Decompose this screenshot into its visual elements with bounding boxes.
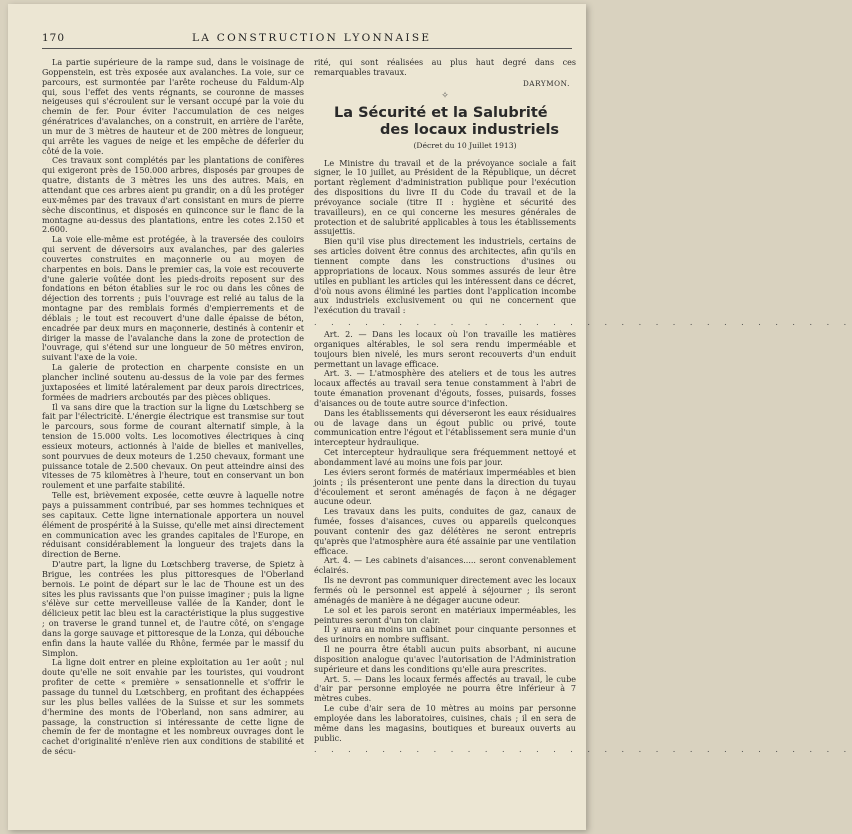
paragraph: Ces travaux sont complétés par les plantations de conifères qui exigeront près de 150.000 arbres, disposés par groupes de quatre, distants de 3 mètres les uns des autres. Mais, en attendant que ces arbres aient pu grandir, on a dû les protéger eux-mêmes par des travaux d'art consistant en murs de pierre sèche discontinus, et disposés en quinconce sur le flanc de la montagne au-dessus des plantations, entre les cotes 2.150 et 2.600. <box>42 156 304 235</box>
article-paragraph: Les éviers seront formés de matériaux imperméables et bien joints ; ils présenteront une pente dans la direction du tuyau d'écoulement et seront aménagés de façon à ne dégager aucune odeur. <box>314 467 576 507</box>
paragraph: Le Ministre du travail et de la prévoyance sociale a fait signer, le 10 juillet, au Président de la République, un décret portant règlement d'administration publique pour l'exécution des dispositions du livre II du Code du travail et de la prévoyance sociale (titre II : hygiène et sécurité des travailleurs), en ce qui concerne les mesures générales de protection et de salubrité applicables à tous les établissements assujettis. <box>314 158 576 237</box>
article-paragraph: Art. 5. — Dans les locaux fermés affectés au travail, le cube d'air par personne employée ne pourra être inférieur à 7 mètres cubes. <box>314 674 576 704</box>
ellipsis-divider: . . . . . . . . . . . . . . . . . . . . . . . . . . . . . . . . <box>314 745 852 755</box>
paragraph: La ligne doit entrer en pleine exploitation au 1er août ; nul doute qu'elle ne soit envahie par les touristes, qui voudront profiter de cette « première » sensationnelle et s'offrir le passage du tunnel du Lœtschberg, en profitant des échappées sur les plus belles vallées de la Suisse et sur les sommets d'hermine des monts de l'Oberland, non sans admirer, au passage, la construction si intéressante de cette ligne de chemin de fer de montagne et les nombreux ouvrages dont le cachet d'originalité n'enlève rien aux conditions de stabilité et de sécu- <box>42 658 304 757</box>
paragraph: D'autre part, la ligne du Lœtschberg traverse, de Spietz à Brigue, les contrées les plus pittoresques de l'Oberland bernois. Le point de départ sur le lac de Thoune est un des sites les plus ravissants que l'on puisse imaginer ; puis la ligne s'élève sur cette merveilleuse vallée de la Kander, dont le délicieux petit lac bleu est la caractéristique la plus suggestive ; on traverse le grand tunnel et, de l'autre côté, on s'engage dans la gorge sauvage et pittoresque de la Lonza, qui débouche enfin dans la haute vallée du Rhône, fermée par le massif du Simplon. <box>42 560 304 658</box>
article-title-line1: La Sécurité et la Salubrité <box>334 104 548 121</box>
author-signature: DARYMON. <box>522 78 570 88</box>
continuation-paragraph: rité, qui sont réalisées au plus haut degré dans ces remarquables travaux. <box>314 58 576 77</box>
article-paragraph: Il y aura au moins un cabinet pour cinquante personnes et des urinoirs en nombre suffisant. <box>314 625 576 645</box>
ellipsis-divider: . . . . . . . . . . . . . . . . . . . . . . . . . . . . . . . . <box>314 318 852 328</box>
paragraph: Bien qu'il vise plus directement les industriels, certains de ses articles doivent être connus des architectes, afin qu'ils en tiennent compte dans les constructions d'usines ou appropriations de locaux. Nous sommes assurés de leur être utiles en publiant les articles qui les intéressent dans ce décret, d'où nous avons éliminé les parties dont l'application incombe aux industriels exclusivement ou qui ne concernent que l'exécution du travail : <box>314 237 576 316</box>
ornament-divider: ✧ <box>441 90 449 101</box>
page-number: 170 <box>42 32 66 44</box>
right-column <box>314 58 852 757</box>
left-column <box>42 58 304 757</box>
running-title: LA CONSTRUCTION LYONNAISE <box>192 32 432 44</box>
decree-subtitle: (Décret du 10 Juillet 1913) <box>413 140 517 150</box>
article-paragraph: Le cube d'air sera de 10 mètres au moins par personne employée dans les laboratoires, cuisines, chais ; il en sera de même dans les magasins, boutiques et bureaux ouverts au public. <box>314 704 576 743</box>
article-paragraph: Il ne pourra être établi aucun puits absorbant, ni aucune disposition analogue qu'avec l'autorisation de l'Administration supérieure et dans les conditions qu'elle aura prescrites. <box>314 645 576 674</box>
article-paragraph: Art. 2. — Dans les locaux où l'on travaille les matières organiques altérables, le sol sera rendu imperméable et toujours bien nivelé, les murs seront recouverts d'un enduit permettant un lavage efficace. <box>314 330 576 369</box>
article-paragraph: Cet intercepteur hydraulique sera fréquemment nettoyé et abondamment lavé au moins une fois par jour. <box>314 448 576 467</box>
paragraph: La galerie de protection en charpente consiste en un plancher incliné soutenu au-dessus de la voie par des fermes juxtaposées et limité latéralement par deux parois directrices, formées de madriers arcboutés par des pièces obliques. <box>42 363 304 402</box>
paragraph: La voie elle-même est protégée, à la traversée des couloirs qui servent de déversoirs aux avalanches, par des galeries couvertes construites en maçonnerie ou au moyen de charpentes en bois. Dans le premier cas, la voie est recouverte d'une galerie voûtée dont les pieds-droits reposent sur des fondations en béton établies sur le roc ou dans les cônes de déjection des torrents ; puis l'ouvrage est relié au talus de la montagne par des remblais formés d'empierrements et de déblais ; le tout est recouvert d'une dalle épaisse de béton, encadrée par deux murs en maçonnerie, destinés à contenir et diriger la masse de l'avalanche dans la zone de protection de l'ouvrage, qui s'étend sur une longueur de 50 mètres environ, suivant l'axe de la voie. <box>42 235 304 363</box>
page-header <box>42 32 572 49</box>
journal-page <box>8 4 852 830</box>
paragraph: La partie supérieure de la rampe sud, dans le voisinage de Goppenstein, est très exposée aux avalanches. La voie, sur ce parcours, est surmontée par l'arête rocheuse du Faldum-Alp qui, sous l'effet des vents régnants, se couronne de masses neigeuses qui s'écroulent sur le versant occupé par la voie du chemin de fer. Pour éviter l'accumulation de ces neiges génératrices d'avalanches, on a construit, en arrière de l'arête, un mur de 3 mètres de hauteur et de 200 mètres de longueur, qui arrête les vagues de neige et les empêche de déferler du côté de la voie. <box>42 58 304 156</box>
article-paragraph: Art. 3. — L'atmosphère des ateliers et de tous les autres locaux affectés au travail sera tenue constamment à l'abri de toute émanation provenant d'égouts, fosses, puisards, fosses d'aisances ou de toute autre source d'infection. <box>314 369 576 408</box>
article-paragraph: Dans les établissements qui déverseront les eaux résiduaires ou de lavage dans un égout public ou privé, toute communication entre l'égout et l'établissement sera munie d'un intercepteur hydraulique. <box>314 408 576 448</box>
article-paragraph: Art. 4. — Les cabinets d'aisances..... seront convenablement éclairés. <box>314 556 576 576</box>
article-paragraph: Les travaux dans les puits, conduites de gaz, canaux de fumée, fosses d'aisances, cuves ou appareils quelconques pouvant contenir des gaz délétères ne seront entrepris qu'après que l'atmosphère aura été assainie par une ventilation efficace. <box>314 507 576 556</box>
article-title-line2: des locaux industriels <box>380 121 560 138</box>
paragraph: Telle est, brièvement exposée, cette œuvre à laquelle notre pays a puissamment contribué, par ses hommes techniques et ses capitaux. Cette ligne internationale apportera un nouvel élément de prospérité à la Suisse, qu'elle met ainsi directement en communication avec les grandes capitales de l'Europe, en réduisant considérablement la longueur des trajets dans la direction de Berne. <box>42 491 304 560</box>
article-paragraph: Ils ne devront pas communiquer directement avec les locaux fermés où le personnel est appelé à séjourner ; ils seront aménagés de manière à ne dégager aucune odeur. <box>314 576 576 605</box>
paragraph: Il va sans dire que la traction sur la ligne du Lœtschberg se fait par l'électricité. L'énergie électrique est transmise sur tout le parcours, sous forme de courant alternatif simple, à la tension de 15.000 volts. Les locomotives électriques à cinq essieux moteurs, actionnés à l'aide de bielles et manivelles, sont pourvues de deux moteurs de 1.250 chevaux, formant une puissance totale de 2.500 chevaux. On peut atteindre ainsi des vitesses de 75 kilomètres à l'heure, tout en conservant un bon roulement et une parfaite stabilité. <box>42 402 304 491</box>
article-paragraph: Le sol et les parois seront en matériaux imperméables, les peintures seront d'un ton clair. <box>314 605 576 625</box>
